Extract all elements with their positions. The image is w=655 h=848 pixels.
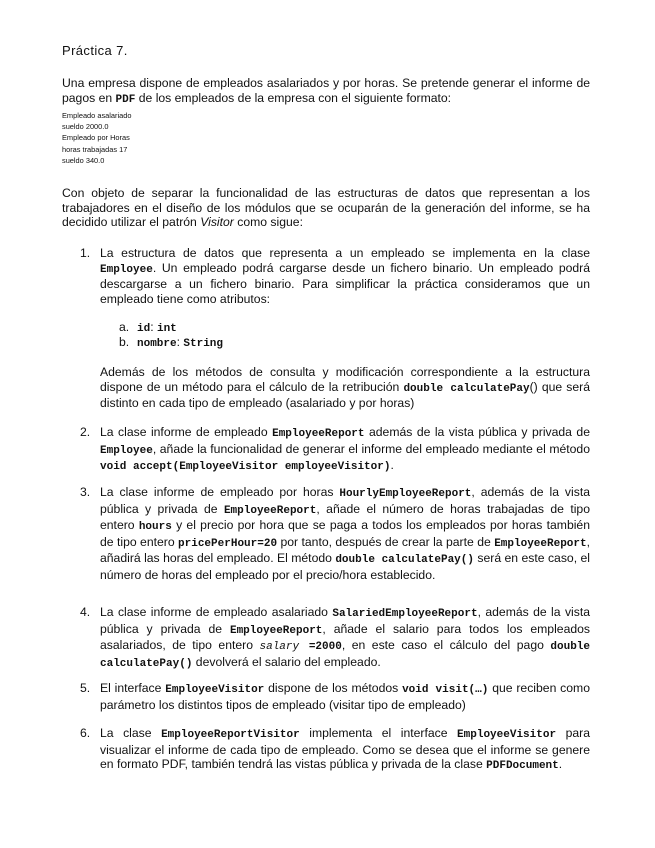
list-number: 6. (80, 726, 91, 740)
list-item-1-extra: Además de los métodos de consulta y modificación correspondiente a la estructura dispone de un método para el cálculo de la retribución double calculatePay() que será distinto en cada tipo de empleado (asalariado y por horas) (100, 365, 590, 410)
list-number: 2. (80, 425, 91, 439)
list-item-4: La clase informe de empleado asalariado SalariedEmployeeReport, además de la vista pública y privada de EmployeeReport, añade el salario para todos los empleados asalariados, de tipo entero salary =2000, en este caso el cálculo del pago double calculatePay() devolverá el salario del empleado. (100, 605, 591, 670)
list-number: 1. (80, 246, 91, 260)
report-sample (62, 110, 131, 166)
list-item-6: La clase EmployeeReportVisitor implementa el interface EmployeeVisitor para visualizar el informe de cada tipo de empleado. Como se desea que el informe se genere en formato PDF, también tendrá las vistas pública y privada de la clase PDFDocument. (100, 726, 590, 772)
intro-paragraph: Una empresa dispone de empleados asalariados y por horas. Se pretende generar el informe de pagos en PDF de los empleados de la empresa con el siguiente formato: (62, 76, 590, 106)
list-number: 3. (80, 485, 91, 499)
list-item-1: La estructura de datos que representa a un empleado se implementa en la clase Employee. Un empleado podrá cargarse desde un fichero binario. Un empleado podrá descargarse a un fichero binario. Para simplificar la práctica consideramos que un empleado tiene como atributos: (100, 246, 590, 306)
sample-line: sueldo 340.0 (62, 155, 105, 165)
visitor-paragraph: Con objeto de separar la funcionalidad de las estructuras de datos que representan a los trabajadores en el diseño de los módulos que se ocuparán de la generación del informe, se ha decidido utilizar el patrón Visitor como sigue: (62, 186, 590, 229)
sample-line: sueldo 2000.0 (62, 122, 109, 132)
list-item-3: La clase informe de empleado por horas HourlyEmployeeReport, además de la vista pública y privada de EmployeeReport, añade el número de horas trabajadas de tipo entero hours y el precio por hora que se paga a todos los empleados por horas también de tipo entero pricePerHour=20 por tanto, después de crear la parte de EmployeeReport, añadirá las horas del empleado. El método double calculatePay() será en este caso, el número de horas del empleado por el precio/hora establecido. (100, 485, 590, 582)
list-number: 5. (80, 681, 91, 695)
attribute-id: a. id: int (119, 320, 177, 335)
sample-line: horas trabajadas 17 (62, 144, 128, 154)
list-item-2: La clase informe de empleado EmployeeReport además de la vista pública y privada de Employee, añade la funcionalidad de generar el informe del empleado mediante el método void accept(EmployeeVisitor employeeVisitor). (100, 425, 590, 473)
sample-line: Empleado por Horas (62, 133, 130, 143)
list-number: 4. (80, 605, 91, 619)
practice-title: Práctica 7. (62, 43, 128, 58)
attribute-nombre: b. nombre: String (119, 335, 223, 350)
sample-line: Empleado asalariado (62, 111, 132, 120)
list-item-5: El interface EmployeeVisitor dispone de los métodos void visit(…) que reciben como parámetro los distintos tipos de empleado (visitar tipo de empleado) (100, 681, 590, 712)
